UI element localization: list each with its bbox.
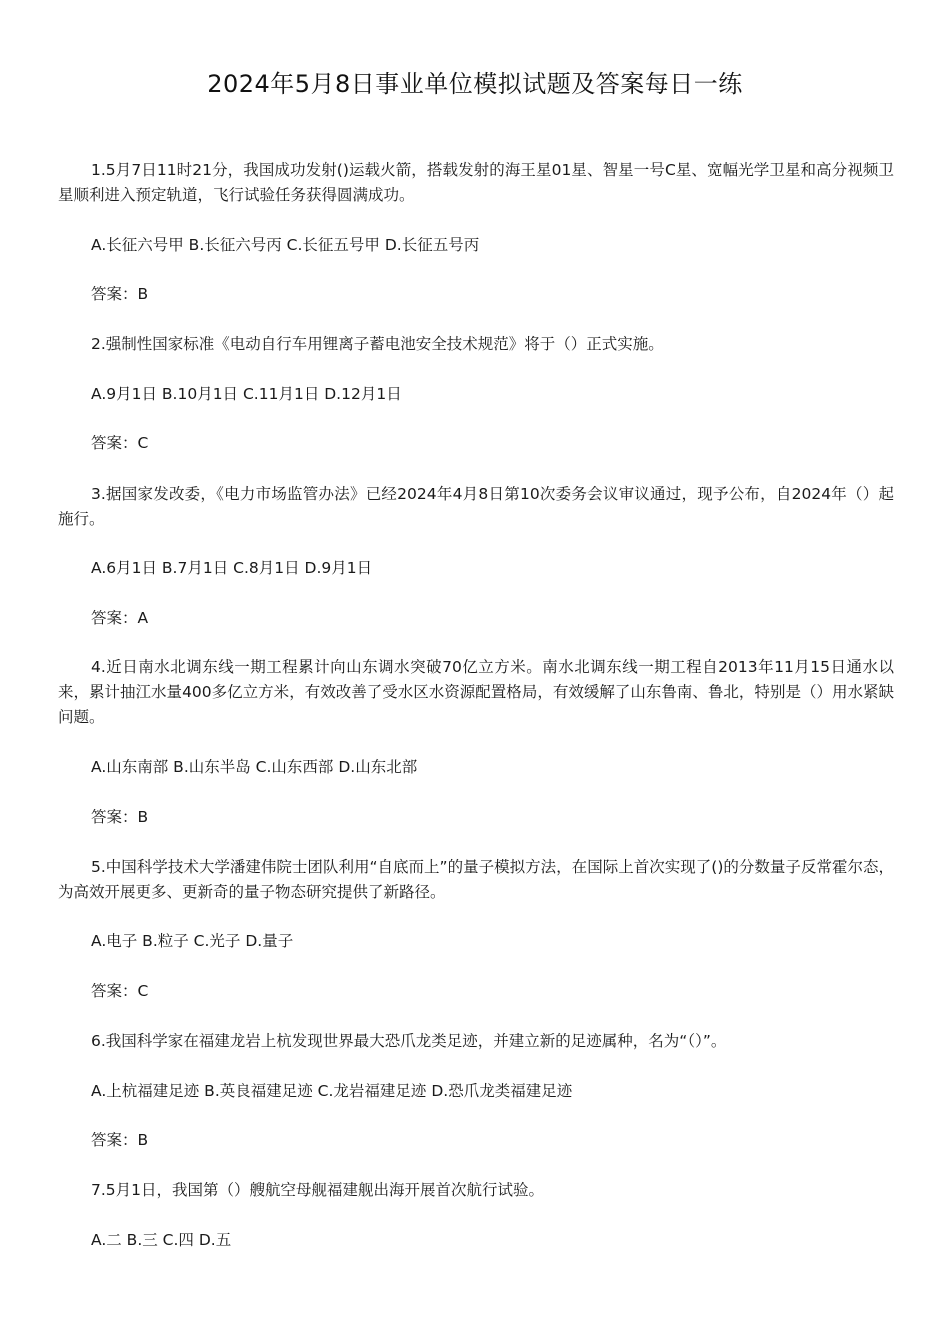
question-answer-1: 答案：B: [91, 285, 149, 303]
question-options-6: A.上杭福建足迹 B.英良福建足迹 C.龙岩福建足迹 D.恐爪龙类福建足迹: [91, 1082, 573, 1100]
question-answer-3: 答案：A: [91, 609, 149, 627]
question-answer-5: 答案：C: [91, 982, 149, 1000]
question-text-6: 6.我国科学家在福建龙岩上杭发现世界最大恐爪龙类足迹，并建立新的足迹属种，名为“（）”。: [91, 1032, 727, 1050]
question-options-1: A.长征六号甲 B.长征六号丙 C.长征五号甲 D.长征五号丙: [91, 236, 480, 254]
question-text-3: 3.据国家发改委，《电力市场监管办法》已经2024年4月8日第10次委务会议审议通过，现予公布，自2024年（）起施行。: [58, 485, 894, 528]
page-title: 2024年5月8日事业单位模拟试题及答案每日一练: [207, 70, 743, 98]
question-answer-6: 答案：B: [91, 1131, 149, 1149]
question-options-7: A.二 B.三 C.四 D.五: [91, 1231, 232, 1249]
question-text-7: 7.5月1日，我国第（）艘航空母舰福建舰出海开展首次航行试验。: [91, 1181, 545, 1199]
question-options-2: A.9月1日 B.10月1日 C.11月1日 D.12月1日: [91, 385, 402, 403]
question-options-3: A.6月1日 B.7月1日 C.8月1日 D.9月1日: [91, 559, 373, 577]
question-text-1: 1.5月7日11时21分，我国成功发射()运载火箭，搭载发射的海王星01星、智星一号C星、宽幅光学卫星和高分视频卫星顺利进入预定轨道，飞行试验任务获得圆满成功。: [58, 161, 894, 204]
question-options-5: A.电子 B.粒子 C.光子 D.量子: [91, 932, 294, 950]
question-answer-4: 答案：B: [91, 808, 149, 826]
question-options-4: A.山东南部 B.山东半岛 C.山东西部 D.山东北部: [91, 758, 418, 776]
question-text-5: 5.中国科学技术大学潘建伟院士团队利用“自底而上”的量子模拟方法，在国际上首次实现了()的分数量子反常霍尔态，为高效开展更多、更新奇的量子物态研究提供了新路径。: [58, 858, 894, 901]
question-text-2: 2.强制性国家标准《电动自行车用锂离子蓄电池安全技术规范》将于（）正式实施。: [91, 335, 664, 353]
question-answer-2: 答案：C: [91, 434, 149, 452]
question-text-4: 4.近日南水北调东线一期工程累计向山东调水突破70亿立方米。南水北调东线一期工程自2013年11月15日通水以来，累计抽江水量400多亿立方米，有效改善了受水区水资源配置格局，有效缓解了山东鲁南、鲁北，特别是（）用水紧缺问题。: [58, 658, 894, 726]
